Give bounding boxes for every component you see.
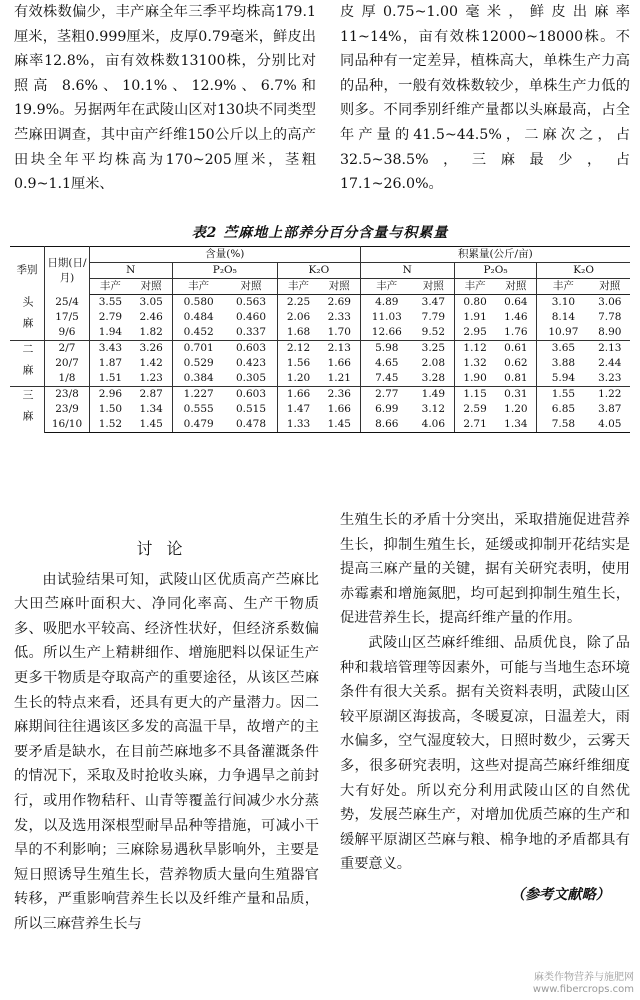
value-cell: 5.94 [551,372,576,384]
value-cell: 0.305 [225,371,278,387]
value-cell: 2.08 [413,356,454,371]
value-cell: 2.79 [98,311,123,323]
value-cell: 1.91 [463,311,487,323]
date-cell: 2/7 [45,341,90,357]
value-cell: 0.452 [183,326,214,338]
value-cell: 1.49 [413,387,454,403]
value-cell: 1.87 [98,357,123,369]
table-row [10,310,630,325]
value-cell: 1.76 [495,325,536,341]
value-cell: 11.03 [371,311,402,323]
date-cell: 23/9 [45,402,90,417]
date-cell: 16/10 [45,417,90,433]
control-header: 对照 [590,279,630,295]
table-row [10,356,630,371]
value-cell: 6.85 [551,403,576,415]
discussion-right-column [340,508,630,908]
high-yield-header: 丰产 [172,279,225,295]
group-accum-header: 积累量(公斤/亩) [360,247,630,263]
value-cell: 2.13 [319,341,360,357]
value-cell: 10.97 [548,326,579,338]
value-cell: 3.23 [598,372,622,384]
value-cell: 0.62 [495,356,536,371]
watermark-url: www.fibercrops.com [532,984,634,995]
value-cell: 0.384 [183,372,214,384]
value-cell: 2.13 [590,341,630,357]
value-cell: 1.66 [278,387,319,403]
value-cell: 2.77 [360,387,413,403]
discussion-paragraph-1: 由试验结果可知，武陵山区优质高产苎麻比大田苎麻叶面积大、净同化率高、生产干物质多、吸肥水平较高、经济性状好，但经济系数偏低。所以生产上精耕细作、增施肥料以保证生产更多干物质是夺取高产的重要途径，从该区苎麻生长的特点来看，还具有更大的产量潜力。因二麻期间往往遇该区多发的高温干旱，故增产的主要矛盾是缺水，在目前苎麻地多不具备灌溉条件的情况下，采取及时抢收头麻，力争遇旱之前封行，或用作物秸秆、山青等覆盖行间减少水分蒸发，以及选用深根型耐旱品种等措施，可减小干旱的不利影响；三麻除易遇秋旱影响外，主要是短日照诱导生殖生长，营养物质大量向生殖器官转移，严重影响营养生长以及纤维产量和品质，所以三麻营养生长与 [14,571,319,932]
value-cell: 3.06 [598,296,622,308]
nutrient-table [10,246,630,433]
value-cell: 1.15 [454,387,495,403]
season-label: 头麻 [10,295,45,341]
value-cell: 4.05 [590,417,630,433]
value-cell: 0.484 [183,311,214,323]
control-header: 对照 [495,279,536,295]
table-row [10,341,630,357]
value-cell: 2.36 [319,387,360,403]
value-cell: 1.90 [463,372,487,384]
discussion-paragraph-1-cont: 生殖生长的矛盾十分突出，采取措施促进营养生长，抑制生殖生长，延缓或抑制开花结实是提高三麻产量的关键，据有关研究表明，使用赤霉素和增施氮肥，均可起到抑制生殖生长，促进营养生长，提高纤维产量的作用。 [340,512,630,627]
value-cell: 2.87 [131,387,172,403]
value-cell: 1.45 [131,417,172,433]
value-cell: 1.66 [319,402,360,417]
top-left-text: 有效株数偏少，丰产麻全年三季平均株高179.1厘米，茎粗0.999厘米，皮厚0.79毫米，鲜皮出麻率12.8%，亩有效株数13100株，分别比对照高 8.6%、10.1%、12.9%、6.7%和19.9%。另据两年在武陵山区对130块不同类型苎麻田调查，其中亩产纤维150公斤以上的高产田块全年平均株高为170~205厘米，茎粗0.9~1.1厘米、 [14,4,316,193]
value-cell: 1.33 [278,417,319,433]
high-yield-header: 丰产 [90,279,131,295]
date-cell: 25/4 [45,295,90,311]
value-cell: 1.45 [319,417,360,433]
value-cell: 0.64 [495,295,536,311]
discussion-left-column [14,533,319,937]
value-cell: 7.79 [413,310,454,325]
value-cell: 1.22 [590,387,630,403]
n-header: N [360,263,454,279]
value-cell: 3.47 [413,295,454,311]
value-cell: 0.515 [225,402,278,417]
value-cell: 2.59 [463,403,487,415]
value-cell: 1.34 [495,417,536,433]
value-cell: 1.12 [454,341,495,357]
value-cell: 1.20 [495,402,536,417]
high-yield-header: 丰产 [537,279,590,295]
value-cell: 3.10 [551,296,576,308]
table-row [10,325,630,341]
value-cell: 6.99 [375,403,399,415]
value-cell: 0.529 [183,357,214,369]
value-cell: 9.52 [413,325,454,341]
table-row [10,387,630,403]
value-cell: 1.32 [463,357,487,369]
value-cell: 7.58 [537,417,590,433]
value-cell: 4.06 [413,417,454,433]
value-cell: 1.50 [98,403,123,415]
value-cell: 1.70 [319,325,360,341]
top-right-column [340,0,630,197]
control-header: 对照 [225,279,278,295]
value-cell: 1.55 [537,387,590,403]
value-cell: 2.33 [319,310,360,325]
p-header: P₂O₅ [454,263,537,279]
season-label: 三麻 [10,387,45,433]
value-cell: 3.26 [131,341,172,357]
value-cell: 1.46 [495,310,536,325]
value-cell: 0.31 [495,387,536,403]
value-cell: 2.95 [463,326,487,338]
value-cell: 1.68 [286,326,311,338]
watermark-title: 麻类作物营养与施肥网 [534,972,634,983]
value-cell: 0.80 [463,296,487,308]
value-cell: 0.478 [225,417,278,433]
control-header: 对照 [319,279,360,295]
value-cell: 1.51 [98,372,123,384]
value-cell: 1.34 [131,402,172,417]
value-cell: 0.479 [172,417,225,433]
value-cell: 0.460 [225,310,278,325]
value-cell: 1.227 [172,387,225,403]
table-row [10,417,630,433]
high-yield-header: 丰产 [454,279,495,295]
value-cell: 7.45 [375,372,399,384]
value-cell: 1.42 [131,356,172,371]
value-cell: 0.563 [225,295,278,311]
value-cell: 3.12 [413,402,454,417]
value-cell: 0.603 [225,387,278,403]
value-cell: 0.81 [495,371,536,387]
value-cell: 2.25 [286,296,311,308]
date-cell: 17/5 [45,310,90,325]
control-header: 对照 [131,279,172,295]
k-header: K₂O [278,263,361,279]
value-cell: 2.12 [278,341,319,357]
value-cell: 1.56 [286,357,311,369]
value-cell: 0.337 [225,325,278,341]
value-cell: 0.580 [183,296,214,308]
table-row [10,402,630,417]
value-cell: 0.61 [495,341,536,357]
n-header: N [90,263,173,279]
value-cell: 2.06 [286,311,311,323]
value-cell: 0.603 [225,341,278,357]
value-cell: 1.94 [98,326,123,338]
table-row [10,371,630,387]
value-cell: 2.46 [131,310,172,325]
section-heading: 讨论 [136,539,197,558]
value-cell: 1.47 [286,403,311,415]
references-note: （参考文献略） [510,886,610,903]
control-header: 对照 [413,279,454,295]
value-cell: 3.28 [413,371,454,387]
value-cell: 4.89 [375,296,399,308]
date-cell: 23/8 [45,387,90,403]
date-cell: 9/6 [45,325,90,341]
watermark [533,972,634,996]
value-cell: 8.90 [598,326,622,338]
value-cell: 0.423 [225,356,278,371]
k-header: K₂O [537,263,630,279]
p-header: P₂O₅ [172,263,278,279]
value-cell: 0.701 [172,341,225,357]
top-left-column [14,0,316,197]
value-cell: 2.71 [454,417,495,433]
date-cell: 1/8 [45,371,90,387]
discussion-paragraph-2: 武陵山区苎麻纤维细、品质优良，除了品种和栽培管理等因素外，可能与当地生态环境条件有很大关系。据有关资料表明，武陵山区较平原湖区海拔高，冬暖夏凉，日温差大，雨水偏多，空气湿度较大，日照时数少，云雾天多，很多研究表明，这些对提高苎麻纤维细度大有好处。所以充分利用武陵山区的自然优势，发展苎麻生产，对增加优质苎麻的生产和缓解平原湖区苎麻与粮、棉争地的矛盾都具有重要意义。 [340,634,630,873]
high-yield-header: 丰产 [360,279,413,295]
group-content-header: 含量(%) [90,247,361,263]
value-cell: 1.82 [131,325,172,341]
value-cell: 2.96 [90,387,131,403]
value-cell: 8.14 [551,311,576,323]
value-cell: 1.21 [319,371,360,387]
date-cell: 20/7 [45,356,90,371]
value-cell: 1.23 [131,371,172,387]
value-cell: 2.44 [598,357,622,369]
value-cell: 12.66 [371,326,402,338]
value-cell: 1.66 [319,356,360,371]
col-date-header: 日期(日/月) [45,247,90,295]
value-cell: 2.69 [319,295,360,311]
value-cell: 0.555 [183,403,214,415]
col-season-header: 季别 [10,247,45,295]
value-cell: 3.43 [90,341,131,357]
season-label: 二麻 [10,341,45,387]
table-caption: 表2 苎麻地上部养分百分含量与积累量 [191,225,449,241]
value-cell: 3.88 [551,357,576,369]
top-right-text: 皮厚0.75~1.00毫米，鲜皮出麻率11~14%，亩有效株12000~18000株。不同品种有一定差异，植株高大，单株生产力高的品种，一般有效株数较少，单株生产力低的则多。不同季别纤维产量都以头麻最高，占全年产量的41.5~44.5%，二麻次之，占32.5~38.5%，三麻最少，占17.1~26.0%。 [340,4,630,193]
value-cell: 3.25 [413,341,454,357]
value-cell: 8.66 [360,417,413,433]
value-cell: 1.20 [286,372,311,384]
value-cell: 1.52 [90,417,131,433]
value-cell: 3.55 [98,296,123,308]
value-cell: 3.05 [131,295,172,311]
value-cell: 7.78 [598,311,622,323]
value-cell: 3.87 [598,403,622,415]
table-row [10,295,630,311]
value-cell: 4.65 [375,357,399,369]
high-yield-header: 丰产 [278,279,319,295]
value-cell: 5.98 [360,341,413,357]
value-cell: 3.65 [537,341,590,357]
